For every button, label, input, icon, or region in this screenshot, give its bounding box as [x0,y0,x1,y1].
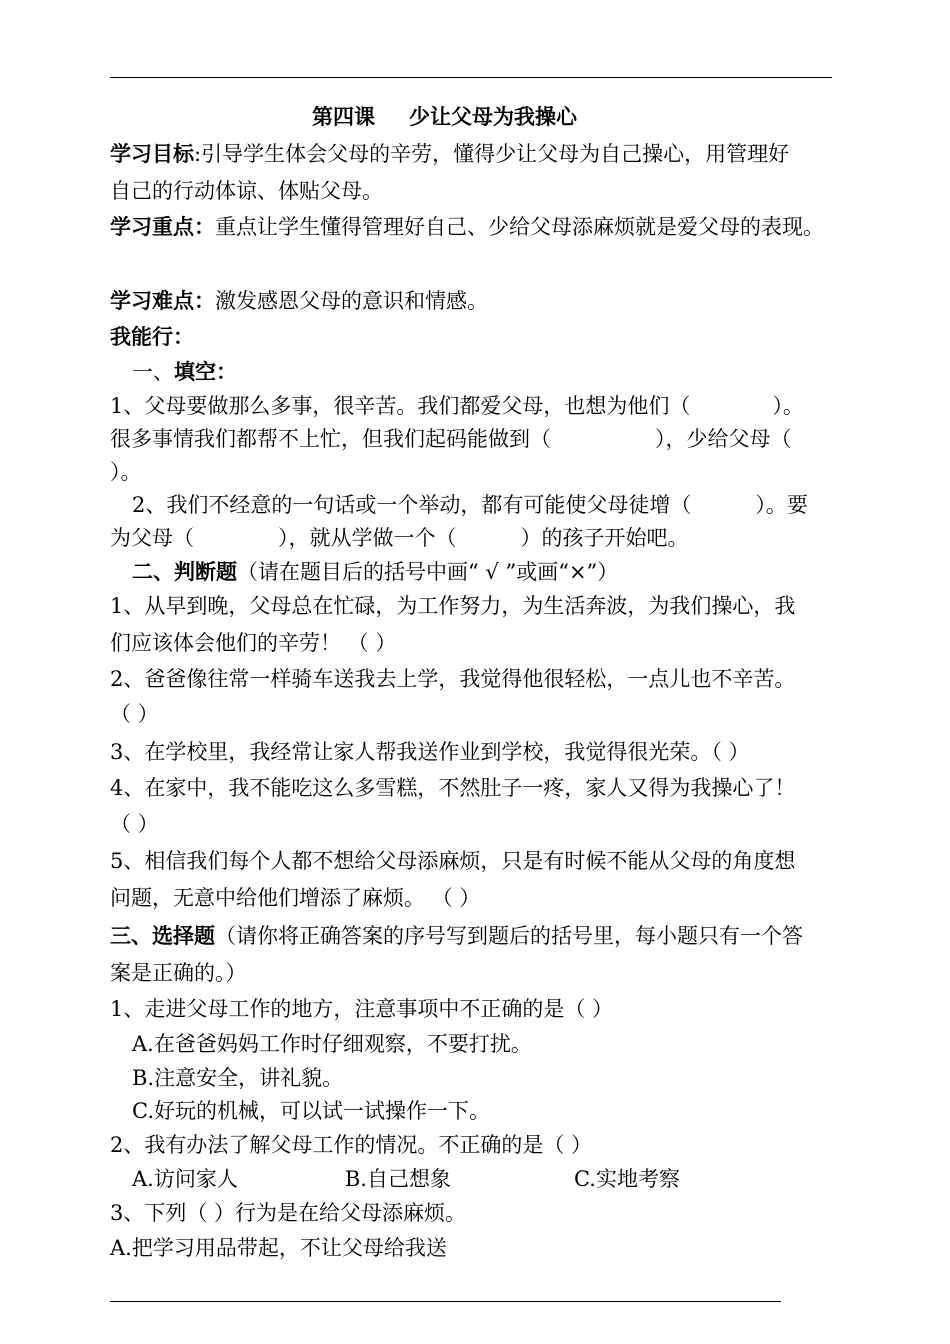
section3-heading [110,921,803,951]
choice-q2: 2、我有办法了解父母工作的情况。不正确的是（ ） [110,1133,593,1157]
goals-line-1 [110,139,789,169]
judge-q1-line-2: 们应该体会他们的辛劳！ （ ） [110,631,397,655]
key-point-line [110,212,824,242]
difficulty-line [110,286,488,316]
goals-label: 学习目标 [110,141,194,166]
fill-q2-line-2: 为父母（ ），就从学做一个（ ）的孩子开始吧。 [110,526,689,550]
judge-q4-line-1: 4、在家中，我不能吃这么多雪糕，不然肚子一疼，家人又得为我操心了！ [110,776,796,800]
can-do-heading: 我能行： [110,324,194,349]
fill-q1-line-1: 1、父母要做那么多事，很辛苦。我们都爱父母，也想为他们（ ）。 [110,394,804,418]
lesson-title: 少让父母为我操心 [409,104,577,129]
section2-title: 二、判断题 [132,559,237,584]
choice-q1-option-c: C.好玩的机械，可以试一试操作一下。 [132,1099,490,1123]
header-rule [110,77,832,78]
goals-line-2: 自己的行动体谅、体贴父母。 [110,179,383,203]
choice-q3-option-a: A.把学习用品带起，不让父母给我送 [110,1236,447,1260]
judge-q4-line-2: （ ） [110,812,159,836]
choice-q2-option-c: C.实地考察 [573,1167,680,1191]
lesson-number: 第四课 [312,104,375,129]
judge-q3: 3、在学校里，我经常让家人帮我送作业到学校，我觉得很光荣。（ ） [110,740,750,764]
choice-q1: 1、走进父母工作的地方，注意事项中不正确的是（ ） [110,997,614,1021]
choice-q2-option-b: B.自己想象 [344,1167,451,1191]
section1-prefix: 一、 [132,360,174,384]
judge-q5-line-2: 问题，无意中给他们增添了麻烦。 （ ） [110,886,481,910]
judge-q2-line-1: 2、爸爸像往常一样骑车送我去上学，我觉得他很轻松，一点儿也不辛苦。 [110,667,796,691]
fill-q1-line-3: ）。 [110,460,142,484]
choice-q2-options [132,1164,680,1194]
key-point-label: 学习重点： [110,214,215,239]
section3-title: 三、选择题 [110,923,215,948]
section1-title: 填空： [174,359,237,384]
section1-heading [132,357,237,387]
choice-q1-option-b: B.注意安全，讲礼貌。 [132,1066,344,1090]
key-point-text: 重点让学生懂得管理好自己、少给父母添麻烦就是爱父母的表现。 [215,215,824,239]
judge-q5-line-1: 5、相信我们每个人都不想给父母添麻烦，只是有时候不能从父母的角度想 [110,849,796,873]
fill-q2-line-1: 2、我们不经意的一句话或一个举动，都有可能使父母徒增（ ）。要 [132,493,808,517]
judge-q2-line-2: （ ） [110,702,159,726]
fill-q1-line-2: 很多事情我们都帮不上忙，但我们起码能做到（ ），少给父母（ [110,427,792,451]
page-title [312,102,577,132]
choice-q1-option-a: A.在爸爸妈妈工作时仔细观察，不要打扰。 [132,1032,532,1056]
goals-text-1: :引导学生体会父母的辛劳，懂得少让父母为自己操心，用管理好 [194,142,790,166]
footer-rule [110,1301,781,1302]
section2-heading [132,557,618,587]
difficulty-text: 激发感恩父母的意识和情感。 [215,289,488,313]
section2-note: （请在题目后的括号中画“ √ ”或画“×”） [237,560,619,584]
choice-q2-option-a: A.访问家人 [132,1167,238,1191]
section3-note-line-2: 案是正确的。） [110,961,247,985]
section3-note: （请你将正确答案的序号写到题后的括号里，每小题只有一个答 [215,924,803,948]
judge-q1-line-1: 1、从早到晚，父母总在忙碌，为工作努力，为生活奔波，为我们操心，我 [110,594,796,618]
choice-q3: 3、下列（ ）行为是在给父母添麻烦。 [110,1201,467,1225]
difficulty-label: 学习难点： [110,288,215,313]
